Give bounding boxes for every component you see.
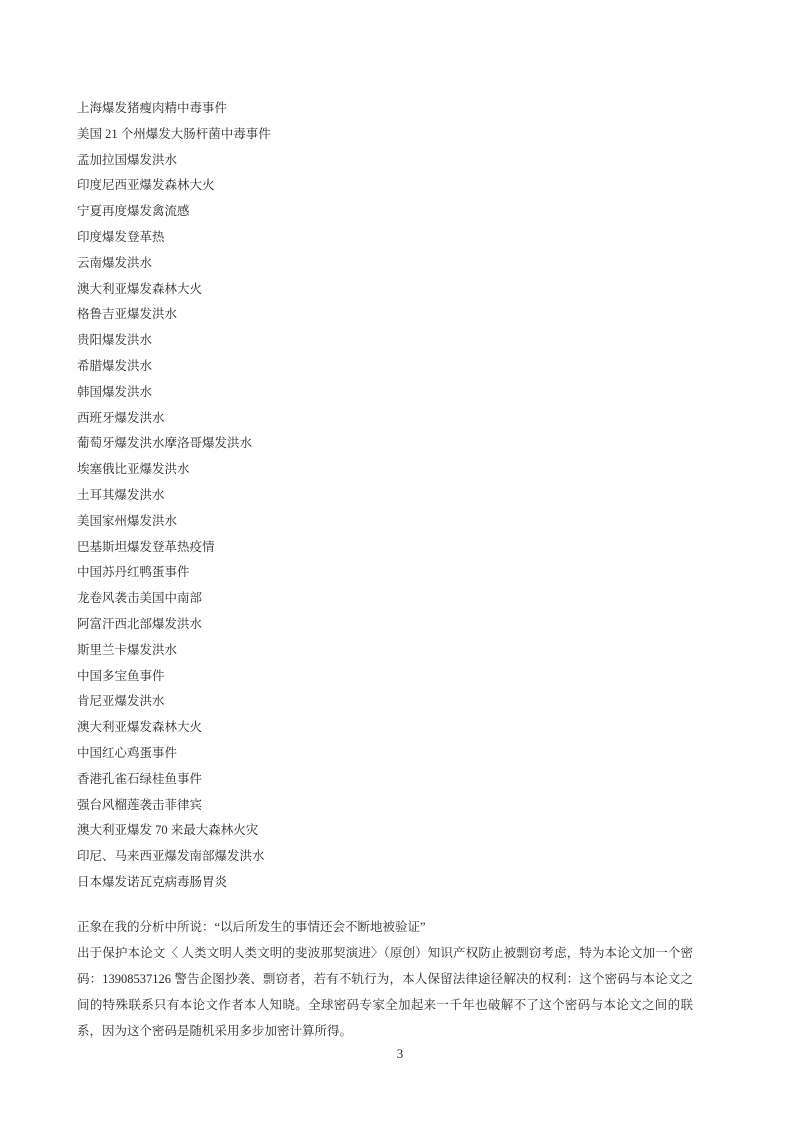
event-list-item: 葡萄牙爆发洪水摩洛哥爆发洪水 xyxy=(77,436,253,451)
page-number: 3 xyxy=(396,1046,404,1061)
event-list-item: 美国 21 个州爆发大肠杆菌中毒事件 xyxy=(77,126,271,141)
event-list-item: 斯里兰卡爆发洪水 xyxy=(77,642,178,657)
event-list-item: 香港孔雀石绿桂鱼事件 xyxy=(77,771,203,786)
event-list-item: 澳大利亚爆发森林大火 xyxy=(77,281,203,296)
event-list-item: 土耳其爆发洪水 xyxy=(77,487,165,502)
event-list-item: 中国红心鸡蛋事件 xyxy=(77,745,178,760)
paragraph-copyright: 出于保护本论文〈 人类文明人类文明的斐波那契演进〉（原创）知识产权防止被剽窃考虑，特为本论文加一个密码：13908537126 警告企图抄袭、剽窃者，若有不轨行为，本人保留法律途径解决的权利：这个密码与本论文之间的特殊联系只有本论文作者本人知晓。全球密码专家全加起来一千年也破解不了这个密码与本论文之间的联系，因为这个密码是随机采用多步加密计算所得。 xyxy=(77,945,693,1038)
event-list-item: 西班牙爆发洪水 xyxy=(77,410,165,425)
event-list-item: 希腊爆发洪水 xyxy=(77,358,153,373)
event-list-item: 格鲁吉亚爆发洪水 xyxy=(77,307,178,322)
event-list-item: 巴基斯坦爆发登革热疫情 xyxy=(77,539,215,554)
event-list-item: 日本爆发诺瓦克病毒肠胃炎 xyxy=(77,874,228,889)
event-list-item: 韩国爆发洪水 xyxy=(77,384,153,399)
event-list-item: 宁夏再度爆发禽流感 xyxy=(77,204,190,219)
event-list-item: 肯尼亚爆发洪水 xyxy=(77,694,165,709)
event-list-item: 强台风榴莲袭击菲律宾 xyxy=(77,797,203,812)
paragraph-intro: 正象在我的分析中所说：“以后所发生的事情还会不断地被验证” xyxy=(77,919,426,934)
event-list-item: 孟加拉国爆发洪水 xyxy=(77,152,178,167)
event-list-item: 云南爆发洪水 xyxy=(77,255,153,270)
event-list-item: 上海爆发猪瘦肉精中毒事件 xyxy=(77,101,228,115)
event-list-item: 埃塞俄比亚爆发洪水 xyxy=(77,462,190,477)
event-list xyxy=(77,96,693,896)
event-list-item: 澳大利亚爆发 70 来最大森林火灾 xyxy=(77,823,259,838)
event-list-item: 中国多宝鱼事件 xyxy=(77,668,165,683)
event-list-item: 印尼、马来西亚爆发南部爆发洪水 xyxy=(77,849,265,864)
event-list-item: 阿富汗西北部爆发洪水 xyxy=(77,616,203,631)
event-list-item: 印度爆发登革热 xyxy=(77,229,165,244)
event-list-item: 澳大利亚爆发森林大火 xyxy=(77,720,203,735)
event-list-item: 美国家州爆发洪水 xyxy=(77,513,178,528)
event-list-item: 贵阳爆发洪水 xyxy=(77,333,153,348)
document-content xyxy=(77,96,693,1044)
event-list-item: 中国苏丹红鸭蛋事件 xyxy=(77,565,190,580)
event-list-item: 印度尼西亚爆发森林大火 xyxy=(77,178,215,193)
event-list-item: 龙卷风袭击美国中南部 xyxy=(77,591,203,606)
